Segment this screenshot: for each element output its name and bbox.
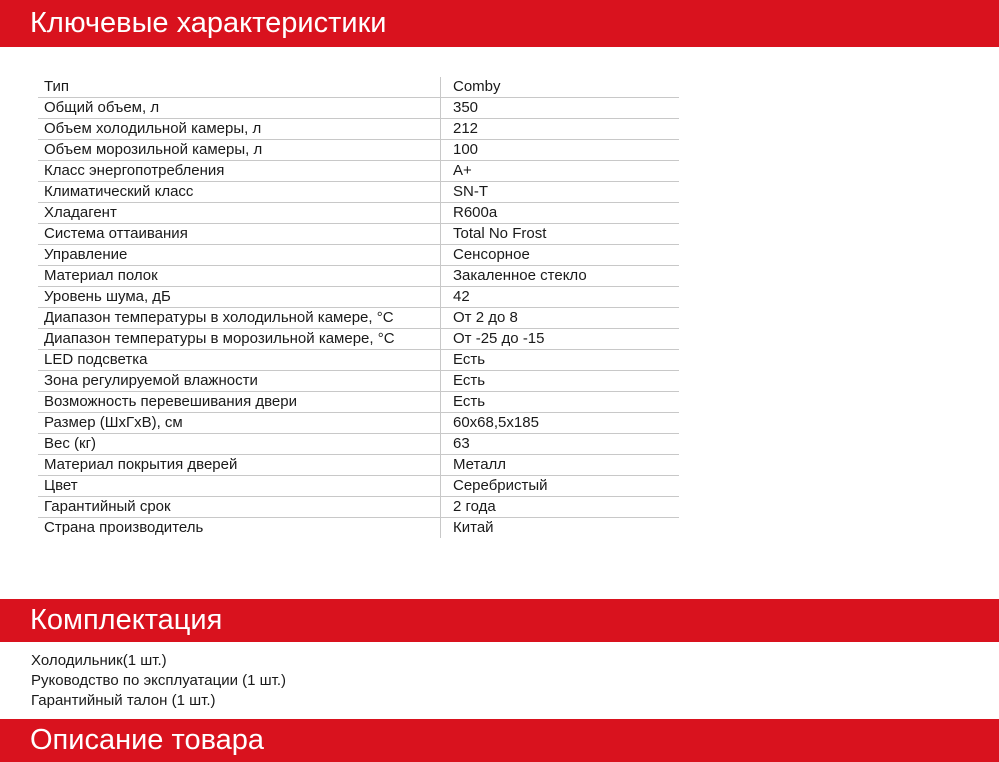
spec-key: Вес (кг) — [38, 434, 441, 455]
spec-key: Общий объем, л — [38, 98, 441, 119]
table-row — [38, 119, 679, 140]
spec-value: 63 — [441, 434, 680, 455]
table-row — [38, 455, 679, 476]
spec-value: SN-T — [441, 182, 680, 203]
key-specs-header — [0, 0, 999, 47]
table-row — [38, 77, 679, 98]
spec-key: Тип — [38, 77, 441, 98]
spec-key: Страна производитель — [38, 518, 441, 539]
spec-key: Гарантийный срок — [38, 497, 441, 518]
spec-key: Система оттаивания — [38, 224, 441, 245]
spec-key: Возможность перевешивания двери — [38, 392, 441, 413]
table-row — [38, 224, 679, 245]
spec-value: Есть — [441, 350, 680, 371]
spec-value: Total No Frost — [441, 224, 680, 245]
spec-value: 100 — [441, 140, 680, 161]
spec-key: Уровень шума, дБ — [38, 287, 441, 308]
spec-value: Металл — [441, 455, 680, 476]
table-row — [38, 98, 679, 119]
spec-key: Цвет — [38, 476, 441, 497]
table-row — [38, 203, 679, 224]
table-row — [38, 413, 679, 434]
spec-key: Материал полок — [38, 266, 441, 287]
list-item: Гарантийный талон (1 шт.) — [31, 692, 216, 709]
key-specs-title: Ключевые характеристики — [30, 7, 387, 39]
table-row — [38, 266, 679, 287]
spec-value: Закаленное стекло — [441, 266, 680, 287]
spec-value: 350 — [441, 98, 680, 119]
table-row — [38, 350, 679, 371]
table-row — [38, 182, 679, 203]
table-row — [38, 518, 679, 539]
spec-value: Сенсорное — [441, 245, 680, 266]
table-row — [38, 392, 679, 413]
spec-value: От -25 до -15 — [441, 329, 680, 350]
kit-list — [31, 651, 286, 711]
spec-value: 2 года — [441, 497, 680, 518]
table-row — [38, 371, 679, 392]
table-row — [38, 161, 679, 182]
spec-value: Серебристый — [441, 476, 680, 497]
spec-key: Диапазон температуры в холодильной камере, °С — [38, 308, 441, 329]
spec-key: Хладагент — [38, 203, 441, 224]
table-row — [38, 329, 679, 350]
kit-title: Комплектация — [30, 604, 223, 636]
spec-value: 212 — [441, 119, 680, 140]
spec-value: 42 — [441, 287, 680, 308]
spec-key: Класс энергопотребления — [38, 161, 441, 182]
spec-value: 60х68,5х185 — [441, 413, 680, 434]
spec-value: Comby — [441, 77, 680, 98]
spec-value: R600a — [441, 203, 680, 224]
spec-key: Зона регулируемой влажности — [38, 371, 441, 392]
table-row — [38, 308, 679, 329]
spec-value: Есть — [441, 371, 680, 392]
table-row — [38, 140, 679, 161]
table-row — [38, 476, 679, 497]
specs-table — [38, 77, 679, 538]
spec-key: Управление — [38, 245, 441, 266]
spec-key: Объем морозильной камеры, л — [38, 140, 441, 161]
kit-header — [0, 599, 999, 642]
table-row — [38, 497, 679, 518]
spec-value: От 2 до 8 — [441, 308, 680, 329]
description-title: Описание товара — [30, 724, 265, 756]
spec-key: LED подсветка — [38, 350, 441, 371]
spec-key: Климатический класс — [38, 182, 441, 203]
spec-value: Китай — [453, 519, 494, 536]
table-row — [38, 245, 679, 266]
spec-value: Есть — [441, 392, 680, 413]
list-item: Руководство по эксплуатации (1 шт.) — [31, 672, 287, 689]
table-row — [38, 287, 679, 308]
spec-key: Размер (ШхГхВ), см — [38, 413, 441, 434]
spec-key: Объем холодильной камеры, л — [38, 119, 441, 140]
spec-key: Материал покрытия дверей — [38, 455, 441, 476]
list-item: Холодильник(1 шт.) — [31, 652, 167, 669]
table-row — [38, 434, 679, 455]
description-header — [0, 719, 999, 762]
spec-value: A+ — [441, 161, 680, 182]
spec-key: Диапазон температуры в морозильной камере, °С — [38, 329, 441, 350]
